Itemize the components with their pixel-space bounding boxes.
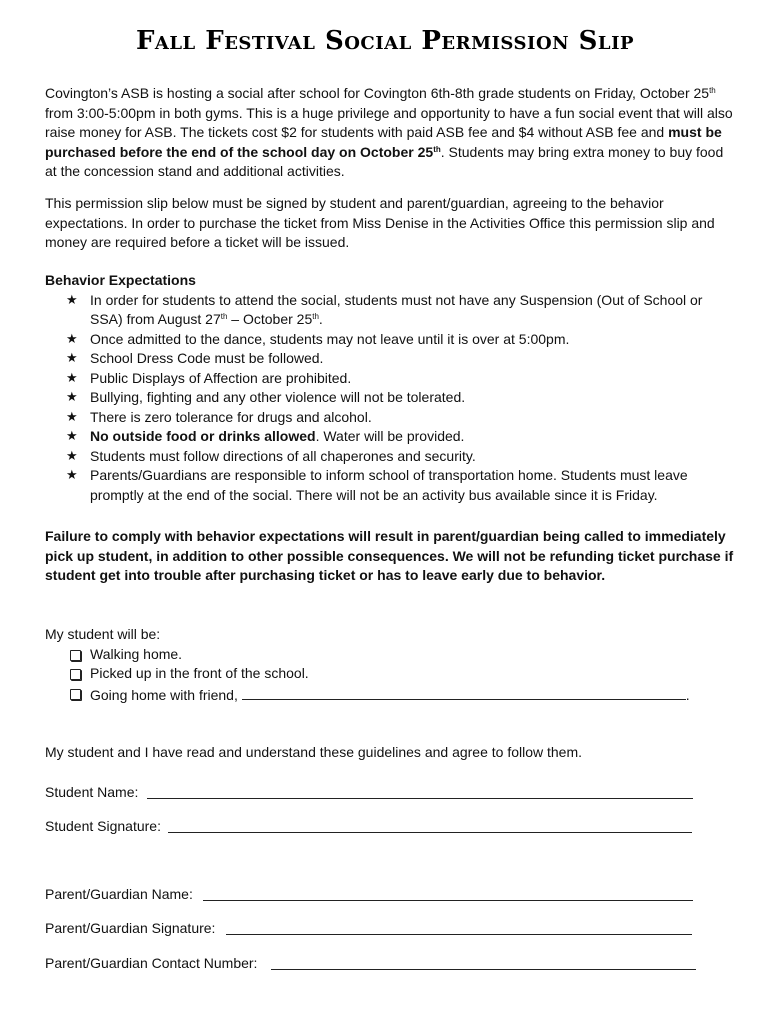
- list-item: [45, 388, 735, 408]
- behavior-item-7-bold: No outside food or drinks allowed: [90, 428, 316, 444]
- intro-sup-2: th: [433, 144, 441, 154]
- failure-paragraph: [45, 527, 735, 586]
- intro-sup-1: th: [709, 86, 716, 95]
- intro-text-1: Covington’s ASB is hosting a social after school for Covington 6th-8th grade students on Friday, October 25: [45, 85, 710, 101]
- transport-option-pickup[interactable]: [45, 664, 735, 684]
- behavior-item-6: There is zero tolerance for drugs and alcohol.: [90, 408, 372, 425]
- page-title: Fall Festival Social Permission Slip: [135, 26, 635, 56]
- option-pickup-label: Picked up in the front of the school.: [90, 665, 309, 681]
- permission-paragraph: [45, 194, 735, 253]
- behavior-item-1-sup1: th: [220, 312, 228, 321]
- intro-text-2: from 3:00-5:00pm in both gyms. This is a huge privilege and opportunity to have a fun social event that will also raise money for ASB. The tickets cost $2 for students with paid ASB fee and $4 without ASB fee and: [45, 104, 733, 140]
- friend-name-line[interactable]: [242, 684, 686, 700]
- parent-contact-label: Parent/Guardian Contact Number:: [45, 955, 258, 971]
- transport-option-walking[interactable]: [45, 645, 735, 665]
- agreement-text: My student and I have read and understand these guidelines and agree to follow them.: [45, 744, 583, 760]
- behavior-item-5: Bullying, fighting and any other violence will not be tolerated.: [90, 389, 466, 405]
- parent-contact-field: [45, 953, 257, 973]
- behavior-item-3: School Dress Code must be followed.: [90, 350, 324, 366]
- parent-signature-line[interactable]: [226, 919, 692, 935]
- list-item: [45, 369, 735, 389]
- behavior-section: [45, 271, 735, 505]
- option-friend-label: Going home with friend,: [90, 686, 242, 703]
- student-name-label: Student Name:: [45, 784, 139, 800]
- parent-name-line[interactable]: [203, 885, 693, 901]
- agreement-paragraph: [45, 743, 735, 763]
- list-item: [45, 427, 735, 447]
- transport-option-friend[interactable]: [45, 684, 735, 706]
- behavior-item-4: Public Displays of Affection are prohibited.: [90, 369, 352, 386]
- transport-section: [45, 625, 735, 705]
- behavior-heading: Behavior Expectations: [45, 272, 196, 288]
- parent-signature-field: [45, 918, 215, 938]
- permission-text: This permission slip below must be signed by student and parent/guardian, agreeing to the behavior expectations. In order to purchase the ticket from Miss Denise in the Activities Office this permission slip and money are required before a ticket will be issued.: [45, 195, 715, 250]
- student-signature-label: Student Signature:: [45, 818, 161, 834]
- list-item: [45, 349, 735, 369]
- intro-bold-text: must be purchased before the end of the school day on October 25: [45, 124, 722, 160]
- behavior-list: [45, 291, 735, 506]
- checkbox-pickup[interactable]: [70, 669, 81, 680]
- behavior-item-1b: – October 25: [227, 311, 313, 327]
- behavior-item-8: Students must follow directions of all chaperones and security.: [90, 447, 476, 464]
- checkbox-friend[interactable]: [70, 689, 81, 700]
- student-signature-field: [45, 816, 161, 836]
- student-name-line[interactable]: [147, 783, 693, 799]
- list-item: [45, 291, 735, 330]
- behavior-item-1a: In order for students to attend the social, students must not have any Suspension (Out of School or SSA) from August 27: [90, 291, 703, 327]
- option-walking-label: Walking home.: [90, 645, 183, 662]
- intro-paragraph: [45, 84, 735, 182]
- student-signature-line[interactable]: [168, 817, 692, 833]
- transport-label: My student will be:: [45, 626, 161, 642]
- parent-name-label: Parent/Guardian Name:: [45, 886, 193, 902]
- student-name-field: [45, 782, 138, 802]
- checkbox-walking[interactable]: [70, 650, 81, 661]
- transport-options: [45, 645, 735, 706]
- list-item: [45, 466, 735, 505]
- option-friend-end: .: [685, 686, 690, 703]
- parent-name-field: [45, 884, 193, 904]
- behavior-item-7-rest: . Water will be provided.: [315, 428, 465, 444]
- parent-contact-line[interactable]: [271, 954, 696, 970]
- behavior-item-2: Once admitted to the dance, students may not leave until it is over at 5:00pm.: [90, 330, 570, 347]
- behavior-item-9: Parents/Guardians are responsible to inform school of transportation home. Students must leave promptly at the end of the social. There will not be an activity bus available since it is Friday.: [90, 467, 688, 503]
- behavior-item-1c: .: [318, 311, 323, 327]
- parent-signature-label: Parent/Guardian Signature:: [45, 920, 216, 936]
- behavior-item-1-sup2: th: [312, 312, 319, 321]
- intro-text-3: . Students may bring extra money to buy food at the concession stand and additional activities.: [45, 143, 724, 179]
- list-item: [45, 408, 735, 428]
- list-item: [45, 447, 735, 467]
- failure-text: Failure to comply with behavior expectations will result in parent/guardian being called to immediately pick up student, in addition to other possible consequences. We will not be refunding ticket purchase if student get into trouble after purchasing ticket or has to leave early due to behavior.: [45, 528, 734, 583]
- list-item: [45, 330, 735, 350]
